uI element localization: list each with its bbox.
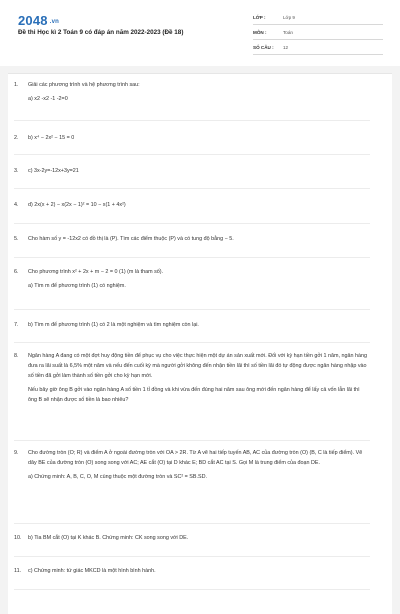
- page-title: Đề thi Học kì 2 Toán 9 có đáp án năm 2022-2023 (Đề 18): [18, 29, 184, 36]
- divider: [14, 188, 370, 189]
- meta-row-grade: [253, 14, 383, 25]
- question-text: a) x2 -x2 -1 -2=0: [28, 96, 68, 102]
- question-text: d) 2x(x + 2) − x(2x − 1)² = 10 − x(1 + 4x²): [28, 202, 126, 208]
- meta-row-subject: [253, 29, 383, 40]
- site-logo[interactable]: [18, 13, 59, 28]
- question-text: b) Tia BM cắt (O) tại K khác B. Chứng minh: CK song song với DE.: [28, 535, 189, 541]
- question-text: a) Tìm m để phương trình (1) có nghiệm.: [28, 283, 126, 289]
- question-text: Cho đường tròn (O; R) và điểm A ở ngoài đường tròn với OA > 2R. Từ A vẽ hai tiếp tuyến AB, AC của đường tròn (O) (B, C là tiếp điểm). Vẽ dây BE của đường tròn (O) song song với AC; AE cắt (O) tại D khác E; BD cắt AC tại S. Gọi M là trung điểm của đoạn DE.: [28, 450, 363, 466]
- divider: [14, 257, 370, 258]
- question-number: 5.: [14, 236, 19, 242]
- question-number: 4.: [14, 202, 19, 208]
- divider: [14, 342, 370, 343]
- question-number: 9.: [14, 450, 19, 456]
- divider: [14, 154, 370, 155]
- question-number: 8.: [14, 353, 19, 359]
- question-number: 7.: [14, 322, 19, 328]
- question-text: Nếu bây giờ ông B gởi vào ngân hàng A số tiền 1 tỉ đồng và khi vừa đến đúng hai năm sau ông mới đến ngân hàng để lấy cả vốn lẫn lãi thì ông B sẽ nhận được số tiền là bao nhiêu?: [28, 387, 360, 403]
- header: [0, 0, 400, 66]
- divider: [14, 523, 370, 524]
- question-text: c) Chứng minh: tứ giác MKCD là một hình bình hành.: [28, 568, 156, 574]
- question-number: 2.: [14, 135, 19, 141]
- question-number: 11.: [14, 568, 22, 574]
- divider: [14, 309, 370, 310]
- question-text: b) Tìm m để phương trình (1) có 2 là một nghiệm và tìm nghiệm còn lại.: [28, 322, 199, 328]
- meta-label: SỐ CÂU :: [253, 45, 274, 50]
- question-number: 3.: [14, 168, 19, 174]
- divider: [14, 440, 370, 441]
- question-text: b) x⁴ − 2x² − 15 = 0: [28, 135, 75, 141]
- divider: [14, 223, 370, 224]
- divider: [14, 589, 370, 590]
- meta-value: 12: [283, 45, 289, 50]
- meta-value: Lớp 9: [283, 15, 295, 20]
- logo-tld: .vn: [49, 18, 60, 25]
- meta-label: LỚP :: [253, 15, 266, 20]
- meta-value: Toán: [283, 30, 293, 35]
- question-text: Giải các phương trình và hệ phương trình sau:: [28, 82, 140, 88]
- question-number: 1.: [14, 82, 19, 88]
- meta-label: MÔN :: [253, 30, 267, 35]
- logo-text: 2048: [18, 13, 48, 28]
- question-text: Ngân hàng A đang có một đợt huy động tiền để phục vụ cho việc thực hiện một dự án sản xuất mới. Đối với kỳ hạn tiền gởi 1 năm, ngân hàng đưa ra lãi suất là 6,5% một năm và nếu đến cuối kỳ mà người gởi không đến nhận tiền lãi thì số tiền lãi đó tự động được ngân hàng nhập vào số tiền đã gởi làm thành số tiền gởi cho kỳ hạn mới.: [28, 353, 368, 379]
- question-text: Cho phương trình x² + 2x + m − 2 = 0 (1) (m là tham số).: [28, 269, 164, 275]
- question-number: 6.: [14, 269, 19, 275]
- divider: [14, 120, 370, 121]
- question-text: a) Chứng minh: A, B, C, O, M cùng thuộc một đường tròn và SC² = SB.SD.: [28, 474, 207, 480]
- question-text: Cho hàm số y = -12x2 có đồ thị là (P). Tìm các điểm thuộc (P) và có tung độ bằng − 5.: [28, 236, 234, 242]
- divider: [14, 556, 370, 557]
- meta-row-count: [253, 44, 383, 55]
- question-number: 10.: [14, 535, 22, 541]
- question-text: c) 3x-2y=-12x+3y=21: [28, 168, 79, 174]
